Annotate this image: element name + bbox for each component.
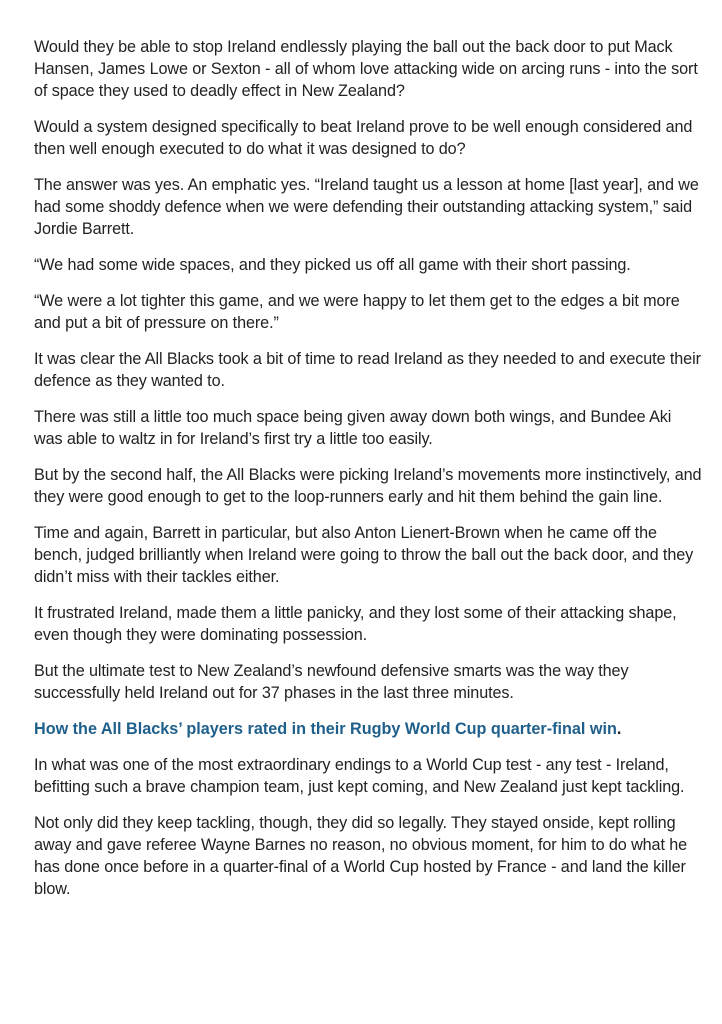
related-article-paragraph — [34, 718, 702, 740]
article-paragraph: But by the second half, the All Blacks were picking Ireland’s movements more instinctively, and they were good enough to get to the loop-runners early and hit them behind the gain line. — [34, 466, 702, 506]
article-paragraph: In what was one of the most extraordinary endings to a World Cup test - any test - Ireland, befitting such a brave champion team, just kept coming, and New Zealand just kept tackling. — [34, 756, 685, 796]
article-paragraph: There was still a little too much space being given away down both wings, and Bundee Aki was able to waltz in for Ireland’s first try a little too easily. — [34, 408, 672, 448]
article-paragraph: Would they be able to stop Ireland endlessly playing the ball out the back door to put Mack Hansen, James Lowe or Sexton - all of whom love attacking wide on arcing runs - into the sort of space they used to deadly effect in New Zealand? — [34, 38, 698, 100]
article-paragraph: “We were a lot tighter this game, and we were happy to let them get to the edges a bit more and put a bit of pressure on there.” — [34, 292, 680, 332]
related-link-suffix: . — [616, 720, 622, 738]
article-paragraph: It was clear the All Blacks took a bit of time to read Ireland as they needed to and execute their defence as they wanted to. — [34, 350, 701, 390]
article-paragraph: It frustrated Ireland, made them a little panicky, and they lost some of their attacking shape, even though they were dominating possession. — [34, 604, 677, 644]
article-paragraph: “We had some wide spaces, and they picked us off all game with their short passing. — [34, 256, 631, 274]
article-paragraph: But the ultimate test to New Zealand’s newfound defensive smarts was the way they successfully held Ireland out for 37 phases in the last three minutes. — [34, 662, 629, 702]
article-paragraph: Not only did they keep tackling, though, they did so legally. They stayed onside, kept rolling away and gave referee Wayne Barnes no reason, no obvious moment, for him to do what he has done once before in a quarter-final of a World Cup hosted by France - and land the killer blow. — [34, 814, 688, 898]
article-paragraph: Time and again, Barrett in particular, but also Anton Lienert-Brown when he came off the bench, judged brilliantly when Ireland were going to throw the ball out the back door, and they didn’t miss with their tackles either. — [34, 524, 694, 586]
article-paragraph: The answer was yes. An emphatic yes. “Ireland taught us a lesson at home [last year], and we had some shoddy defence when we were defending their outstanding attacking system,” said Jordie Barrett. — [34, 176, 699, 238]
related-article-link[interactable]: How the All Blacks’ players rated in their Rugby World Cup quarter-final win — [34, 720, 617, 738]
article-paragraph: Would a system designed specifically to beat Ireland prove to be well enough considered and then well enough executed to do what it was designed to do? — [34, 118, 693, 158]
